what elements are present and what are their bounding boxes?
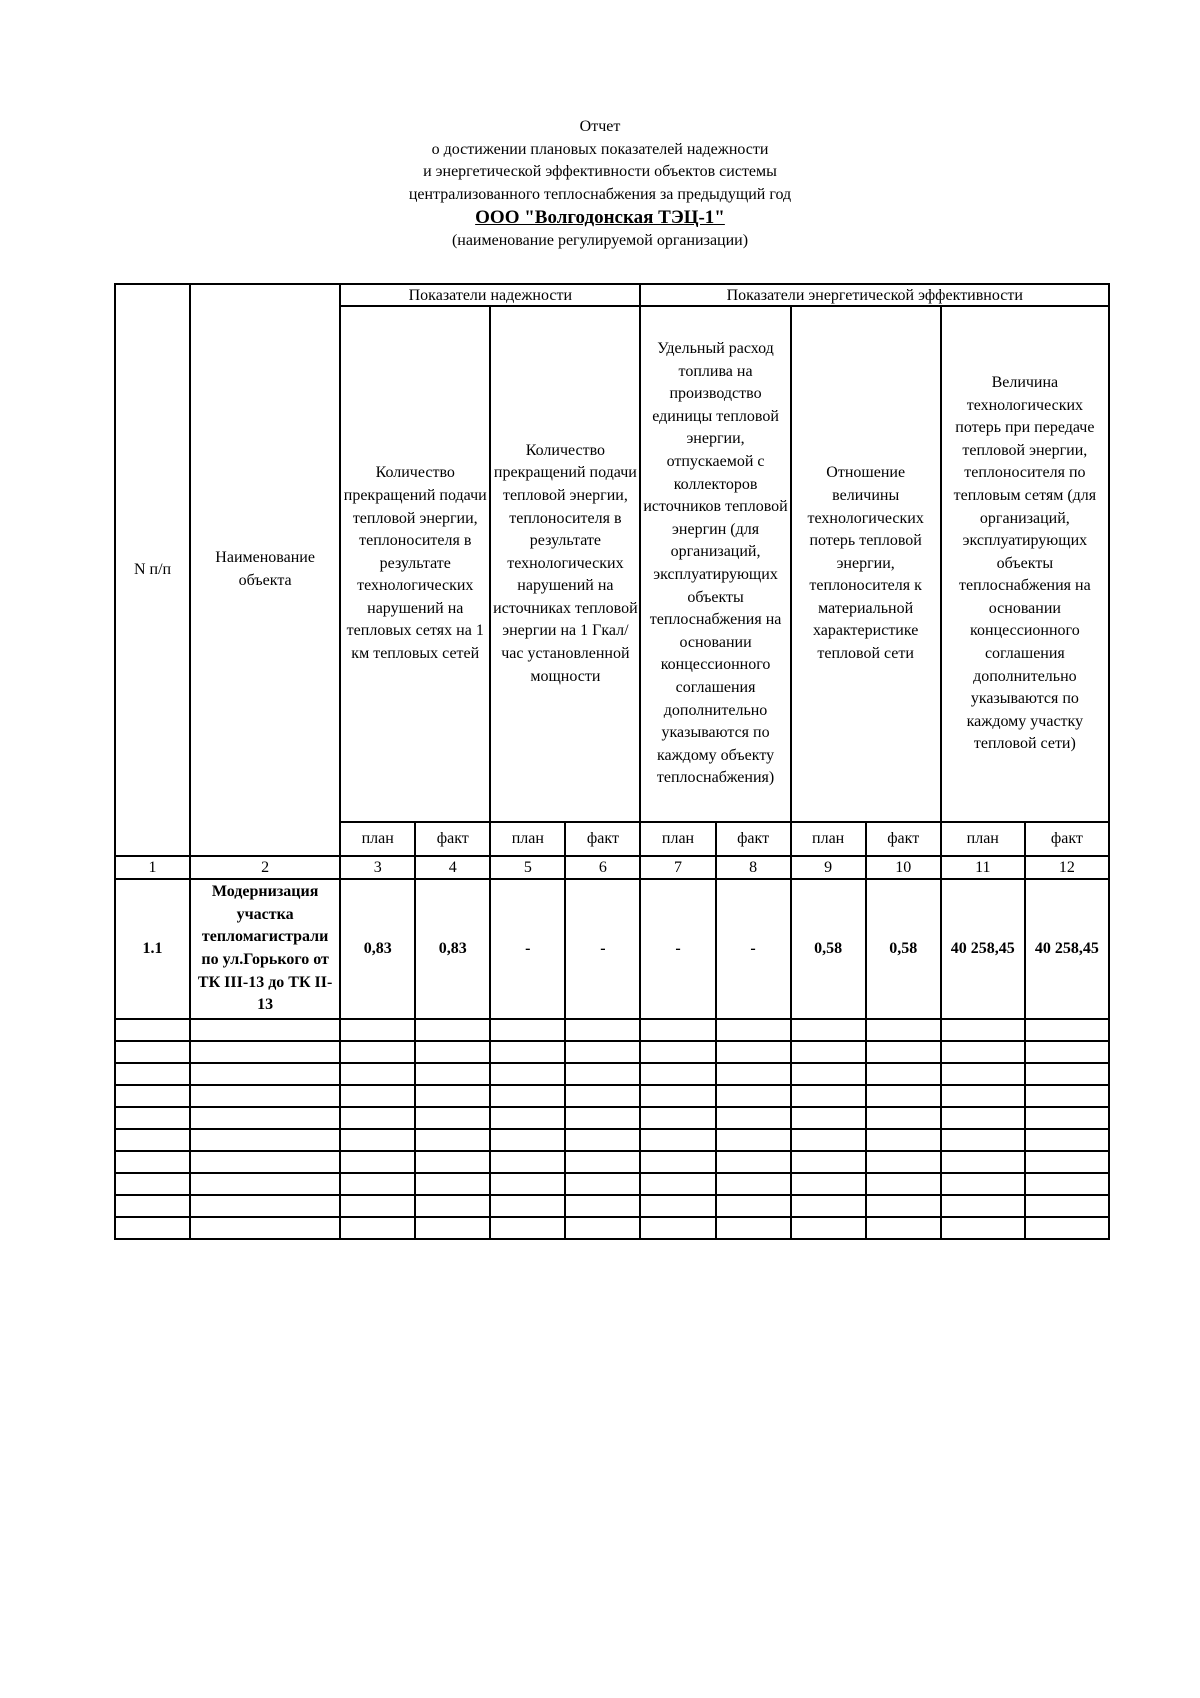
col-header-object-name: Наименование объекта (190, 284, 340, 856)
fact-header: факт (565, 822, 640, 856)
column-number: 10 (866, 856, 941, 879)
row-object-name: Модернизация участка тепломагистрали по ул.Горького от ТК III-13 до ТК II-13 (190, 879, 340, 1019)
column-number: 11 (941, 856, 1025, 879)
organization-note: (наименование регулируемой организации) (451, 232, 749, 249)
empty-table-row (115, 1019, 1109, 1041)
row-value: 0,83 (415, 879, 490, 1019)
fact-header: факт (716, 822, 791, 856)
column-number: 6 (565, 856, 640, 879)
report-subtitle-line: о достижении плановых показателей надежности (431, 140, 769, 158)
row-value: - (640, 879, 715, 1019)
empty-table-row (115, 1195, 1109, 1217)
column-number: 4 (415, 856, 490, 879)
column-number-row (115, 856, 1109, 879)
report-title: Отчет (579, 118, 621, 135)
empty-table-row (115, 1107, 1109, 1129)
row-value: 40 258,45 (941, 879, 1025, 1019)
empty-table-row (115, 1085, 1109, 1107)
column-number: 12 (1025, 856, 1109, 879)
column-number: 8 (716, 856, 791, 879)
fact-header: факт (415, 822, 490, 856)
column-number: 9 (791, 856, 866, 879)
row-value: - (490, 879, 565, 1019)
group-header-reliability: Показатели надежности (340, 284, 640, 306)
group-header-efficiency: Показатели энергетической эффективности (640, 284, 1109, 306)
row-number: 1.1 (115, 879, 190, 1019)
empty-table-row (115, 1129, 1109, 1151)
report-subtitle-line: централизованного теплоснабжения за предыдущий год (408, 185, 792, 203)
indicator-header: Величина технологических потерь при передаче тепловой энергии, теплоносителя по тепловым сетям (для организаций, эксплуатирующих объекты теплоснабжения на основании концессионного соглашения дополнительно указываются по каждому участку тепловой сети) (941, 306, 1109, 822)
empty-table-row (115, 1063, 1109, 1085)
row-value: - (565, 879, 640, 1019)
plan-header: план (941, 822, 1025, 856)
empty-table-row (115, 1217, 1109, 1239)
column-number: 3 (340, 856, 415, 879)
col-header-number: N п/п (115, 284, 190, 856)
column-number: 7 (640, 856, 715, 879)
indicator-header: Количество прекращений подачи тепловой энергии, теплоносителя в результате технологических нарушений на источниках тепловой энергии на 1 Гкал/час установленной мощности (490, 306, 640, 822)
column-number: 5 (490, 856, 565, 879)
empty-table-row (115, 1151, 1109, 1173)
report-header (0, 116, 1200, 252)
indicator-header: Количество прекращений подачи тепловой энергии, теплоносителя в результате технологических нарушений на тепловых сетях на 1 км тепловых сетей (340, 306, 490, 822)
table-group-header-row (115, 284, 1109, 306)
indicator-header: Отношение величины технологических потерь тепловой энергии, теплоносителя к материальной характеристике тепловой сети (791, 306, 941, 822)
row-value: 0,83 (340, 879, 415, 1019)
empty-table-row (115, 1173, 1109, 1195)
plan-header: план (340, 822, 415, 856)
plan-header: план (791, 822, 866, 856)
table-row (115, 879, 1109, 1019)
fact-header: факт (866, 822, 941, 856)
row-value: - (716, 879, 791, 1019)
indicators-table (114, 283, 1110, 1240)
indicator-header: Удельный расход топлива на производство единицы тепловой энергии, отпускаемой с коллекторов источников тепловой энергин (для организаций, эксплуатирующих объекты теплоснабжения на основании концессионного соглашения дополнительно указываются по каждому объекту теплоснабжения) (640, 306, 790, 822)
organization-name: ООО "Волгодонская ТЭЦ-1" (475, 207, 725, 228)
column-number: 1 (115, 856, 190, 879)
plan-header: план (640, 822, 715, 856)
column-number: 2 (190, 856, 340, 879)
fact-header: факт (1025, 822, 1109, 856)
empty-table-row (115, 1041, 1109, 1063)
plan-header: план (490, 822, 565, 856)
report-subtitle-line: и энергетической эффективности объектов системы (423, 163, 777, 180)
row-value: 40 258,45 (1025, 879, 1109, 1019)
row-value: 0,58 (866, 879, 941, 1019)
row-value: 0,58 (791, 879, 866, 1019)
